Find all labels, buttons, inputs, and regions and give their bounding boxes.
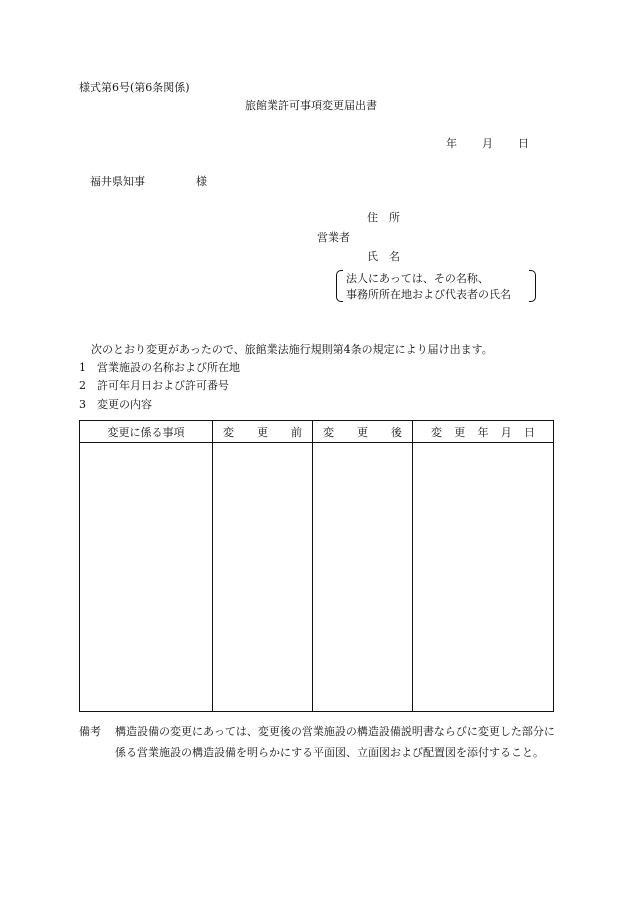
table-header-row xyxy=(80,421,554,443)
date-month: 月 xyxy=(482,137,493,150)
remarks-label: 備考 xyxy=(79,725,101,738)
header-char: 後 xyxy=(391,425,402,439)
item-text: 変更の内容 xyxy=(97,398,152,411)
role-label: 営業者 xyxy=(317,231,350,244)
addressee-name: 福井県知事 xyxy=(90,175,145,188)
right-bracket xyxy=(529,270,536,302)
intro-text: 次のとおり変更があったので、旅館業法施行規則第4条の規定により届け出ます。 xyxy=(91,343,493,356)
date-year: 年 xyxy=(446,137,457,150)
header-change-date xyxy=(413,421,554,443)
cell-after[interactable] xyxy=(313,443,413,712)
remarks xyxy=(79,721,559,763)
name-label: 氏 名 xyxy=(367,250,400,263)
form-title: 旅館業許可事項変更届出書 xyxy=(245,99,377,112)
header-char: 更 xyxy=(257,425,268,439)
corporate-note-line2: 事務所所在地および代表者の氏名 xyxy=(346,288,511,301)
header-before xyxy=(213,421,313,443)
form-number: 様式第6号(第6条関係) xyxy=(79,81,190,94)
header-char: 変 xyxy=(431,425,442,439)
header-after xyxy=(313,421,413,443)
item-number: 1 xyxy=(79,361,86,374)
item-text: 許可年月日および許可番号 xyxy=(97,379,229,392)
corporate-note-line1: 法人にあっては、その名称、 xyxy=(346,272,489,285)
header-char: 変 xyxy=(323,425,334,439)
item-number: 3 xyxy=(79,398,86,411)
date-day: 日 xyxy=(518,137,529,150)
address-label: 住 所 xyxy=(367,211,400,224)
item-number: 2 xyxy=(79,379,86,392)
remarks-text: 構造設備の変更にあっては、変更後の営業施設の構造設備説明書ならびに変更した部分に係る営業施設の構造設備を明らかにする平面図、立面図および配置図を添付すること。 xyxy=(115,725,555,759)
header-char: 年 xyxy=(477,425,489,439)
addressee-honorific: 様 xyxy=(196,175,207,188)
header-char: 月 xyxy=(500,425,512,439)
cell-change-date[interactable] xyxy=(413,443,554,712)
header-char: 更 xyxy=(454,425,466,439)
header-char: 変 xyxy=(223,425,234,439)
item-text: 営業施設の名称および所在地 xyxy=(97,361,240,374)
header-changed-item: 変更に係る事項 xyxy=(80,421,213,443)
cell-changed-item[interactable] xyxy=(80,443,213,712)
left-bracket xyxy=(336,270,343,302)
table-body-row xyxy=(80,443,554,712)
header-char: 前 xyxy=(291,425,302,439)
header-char: 日 xyxy=(524,425,535,439)
cell-before[interactable] xyxy=(213,443,313,712)
header-char: 更 xyxy=(357,425,368,439)
change-table xyxy=(79,420,554,712)
